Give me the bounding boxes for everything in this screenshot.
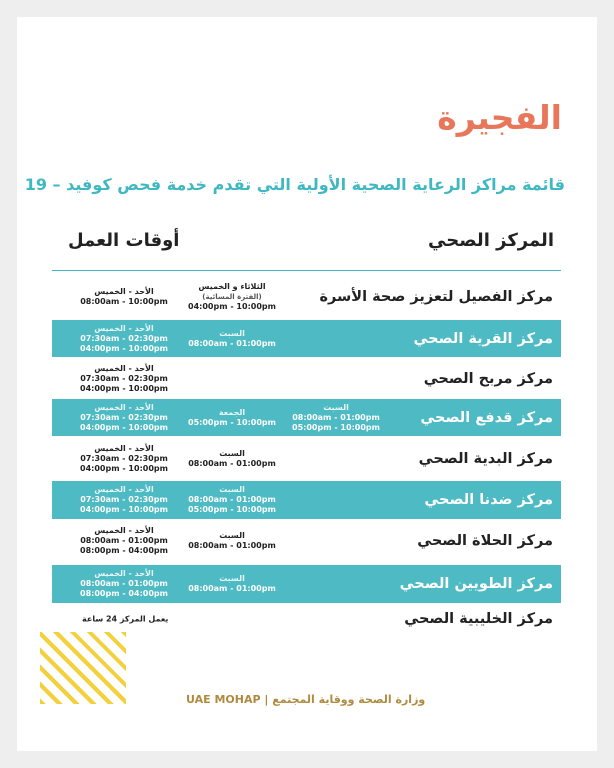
hours-slot: [76, 444, 172, 474]
time-range: 04:00pm - 10:00pm: [80, 505, 168, 514]
hours-slot: [76, 485, 172, 515]
day-range: السبت: [219, 449, 245, 458]
decorative-stripes: [40, 632, 126, 704]
hours-slot: [288, 403, 384, 433]
center-name: مركز الفصيل لتعزيز صحة الأسرة: [319, 289, 553, 305]
day-range: السبت: [219, 531, 245, 540]
time-range: 08:00pm - 04:00pm: [80, 546, 168, 555]
time-range: 08:00am - 01:00pm: [188, 459, 276, 468]
day-range: السبت: [219, 485, 245, 494]
table-row: [52, 360, 561, 397]
hours-slot: [184, 485, 280, 515]
time-range: 05:00pm - 10:00pm: [188, 418, 276, 427]
hours-slot: [76, 403, 172, 433]
hours-slot: [184, 574, 280, 594]
center-name: مركز الحلاة الصحي: [417, 533, 553, 549]
time-range: 07:30am - 02:30pm: [80, 374, 168, 383]
time-range: 08:00am - 01:00pm: [188, 339, 276, 348]
page-title: الفجيرة: [437, 98, 562, 137]
day-range: الأحد - الخميس: [94, 569, 154, 578]
table-row: [52, 521, 561, 561]
footer: [186, 693, 425, 706]
hours-slot: [184, 329, 280, 349]
day-range: الأحد - الخميس: [94, 444, 154, 453]
hours-slot: [76, 526, 172, 556]
time-range: 04:00pm - 10:00pm: [80, 423, 168, 432]
period-note: (الفترة المسائية): [202, 293, 262, 301]
time-range: 07:30am - 02:30pm: [80, 454, 168, 463]
page-subtitle: قائمة مراكز الرعاية الصحية الأولية التي تقدم خدمة فحص كوفيد – 19: [24, 175, 565, 194]
hours-slot: [76, 287, 172, 307]
time-range: 08:00am - 01:00pm: [80, 579, 168, 588]
time-range: 08:00am - 01:00pm: [292, 413, 380, 422]
center-name: مركز القرية الصحي: [413, 330, 553, 347]
center-name: مركز البدية الصحي: [418, 451, 553, 467]
day-range: الأحد - الخميس: [94, 287, 154, 296]
time-range: 05:00pm - 10:00pm: [188, 505, 276, 514]
time-range: 07:30am - 02:30pm: [80, 495, 168, 504]
hours-slot: [76, 324, 172, 354]
time-range: 05:00pm - 10:00pm: [292, 423, 380, 432]
hours-slot: [76, 569, 172, 599]
time-range: 08:00am - 01:00pm: [80, 536, 168, 545]
table-row: [52, 399, 561, 436]
hours-slot: [184, 282, 280, 312]
hours-slot: [184, 408, 280, 428]
time-range: 04:00pm - 10:00pm: [80, 384, 168, 393]
column-header-hours: أوقات العمل: [68, 230, 180, 251]
time-range: 08:00am - 01:00pm: [188, 541, 276, 550]
time-range: 08:00am - 10:00pm: [80, 297, 168, 306]
center-name: مركز قدفع الصحي: [420, 409, 553, 426]
table-row: [52, 320, 561, 357]
hours-slot: [184, 531, 280, 551]
center-name: مركز الخليبية الصحي: [404, 611, 553, 627]
table-row: [52, 277, 561, 317]
table-row: [52, 481, 561, 519]
day-range: السبت: [219, 329, 245, 338]
hours-slot: [184, 449, 280, 469]
day-range: الجمعة: [218, 408, 246, 417]
time-range: 08:00am - 01:00pm: [188, 495, 276, 504]
hours-slot: [76, 364, 172, 394]
center-name: مركز ضدنا الصحي: [424, 492, 553, 508]
footer-brand: UAE MOHAP: [186, 693, 261, 706]
day-range: الأحد - الخميس: [94, 364, 154, 373]
day-range: الأحد - الخميس: [94, 526, 154, 535]
day-range: الأحد - الخميس: [94, 324, 154, 333]
day-range: السبت: [219, 574, 245, 583]
column-header-center: المركز الصحي: [428, 230, 554, 251]
time-range: 04:00pm - 10:00pm: [80, 344, 168, 353]
day-range: الأحد - الخميس: [94, 485, 154, 494]
table-row: [52, 565, 561, 603]
footer-separator: |: [264, 693, 269, 706]
time-range: 04:00pm - 10:00pm: [80, 464, 168, 473]
time-range: 07:30am - 02:30pm: [80, 413, 168, 422]
time-range: 08:00pm - 04:00pm: [80, 589, 168, 598]
all-day-note: يعمل المركز 24 ساعة: [82, 614, 169, 624]
time-range: 07:30am - 02:30pm: [80, 334, 168, 343]
day-range: السبت: [323, 403, 349, 412]
table-row: [52, 440, 561, 478]
footer-ministry: وزارة الصحة ووقاية المجتمع: [272, 693, 426, 706]
center-name: مركز مربح الصحي: [423, 370, 553, 387]
time-range: 08:00am - 01:00pm: [188, 584, 276, 593]
day-range: الأحد - الخميس: [94, 403, 154, 412]
center-name: مركز الطويين الصحي: [399, 576, 553, 592]
table-row: [52, 606, 561, 632]
day-range: الثلاثاء و الخميس: [198, 282, 266, 291]
time-range: 04:00pm - 10:00pm: [188, 302, 276, 311]
header-divider: [52, 270, 561, 271]
